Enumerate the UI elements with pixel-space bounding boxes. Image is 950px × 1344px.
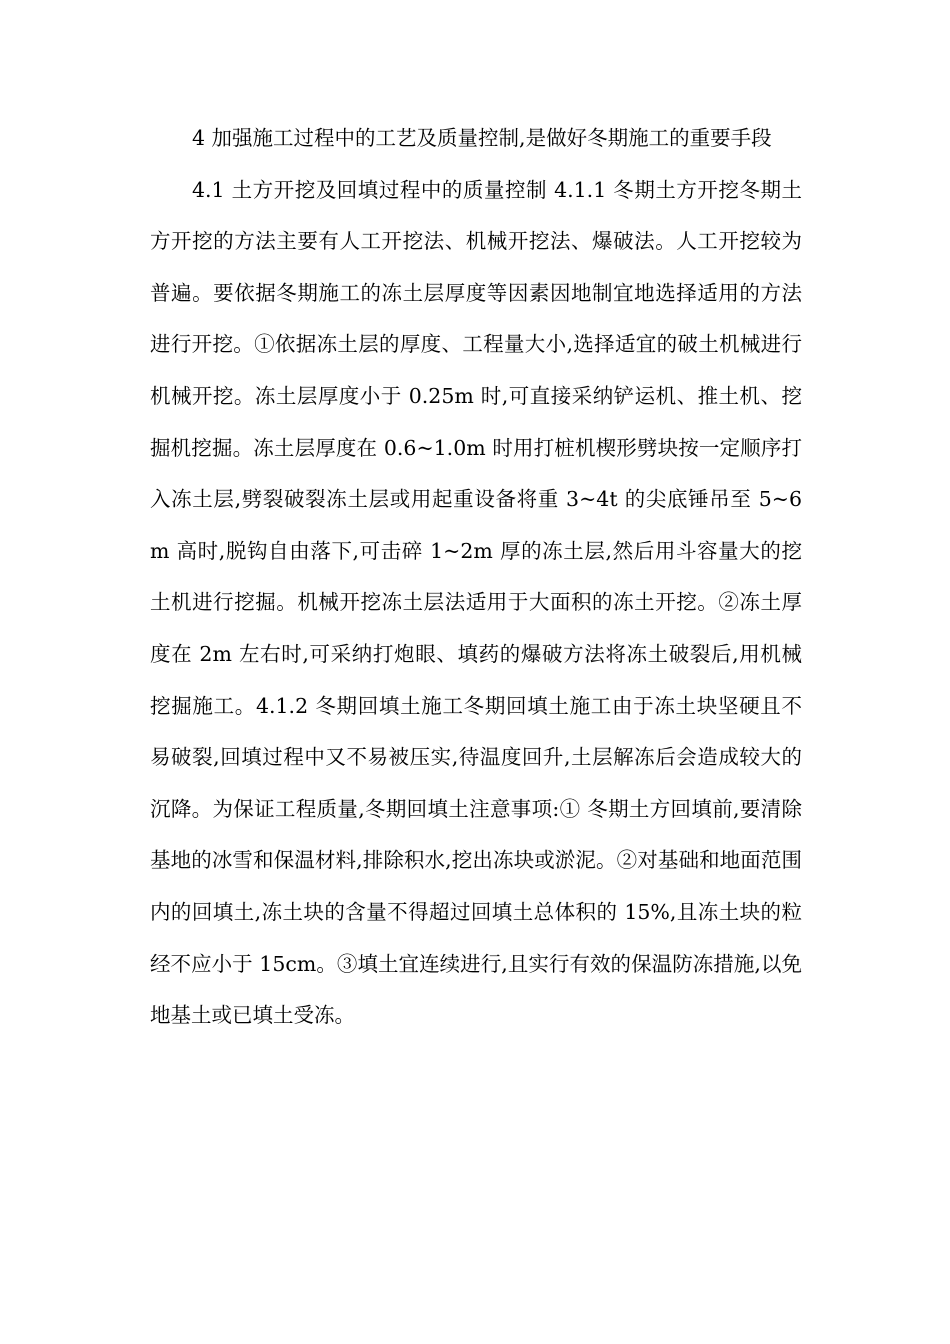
document-body [150, 113, 802, 1042]
paragraph-section-4-heading: 4 加强施工过程中的工艺及质量控制,是做好冬期施工的重要手段 [192, 126, 772, 150]
paragraph-section-4-1-body: 4.1 土方开挖及回填过程中的质量控制 4.1.1 冬期土方开挖冬期土方开挖的方法主要有人工开挖法、机械开挖法、爆破法。人工开挖较为普遍。要依据冬期施工的冻土层厚度等因素因地制宜地选择适用的方法进行开挖。①依据冻土层的厚度、工程量大小,选择适宜的破土机械进行机械开挖。冻土层厚度小于 0.25m 时,可直接采纳铲运机、推土机、挖掘机挖掘。冻土层厚度在 0.6~1.0m 时用打桩机楔形劈块按一定顺序打入冻土层,劈裂破裂冻土层或用起重设备将重 3~4t 的尖底锤吊至 5~6m 高时,脱钩自由落下,可击碎 1~2m 厚的冻土层,然后用斗容量大的挖土机进行挖掘。机械开挖冻土层法适用于大面积的冻土开挖。②冻土厚度在 2m 左右时,可采纳打炮眼、填药的爆破方法将冻土破裂后,用机械挖掘施工。4.1.2 冬期回填土施工冬期回填土施工由于冻土块坚硬且不易破裂,回填过程中又不易被压实,待温度回升,土层解冻后会造成较大的沉降。为保证工程质量,冬期回填土注意事项:① 冬期土方回填前,要清除基地的冰雪和保温材料,排除积水,挖出冻块或淤泥。②对基础和地面范围内的回填土,冻土块的含量不得超过回填土总体积的 15%,且冻土块的粒经不应小于 15cm。③填土宜连续进行,且实行有效的保温防冻措施,以免地基土或已填土受冻。 [150, 177, 802, 1028]
